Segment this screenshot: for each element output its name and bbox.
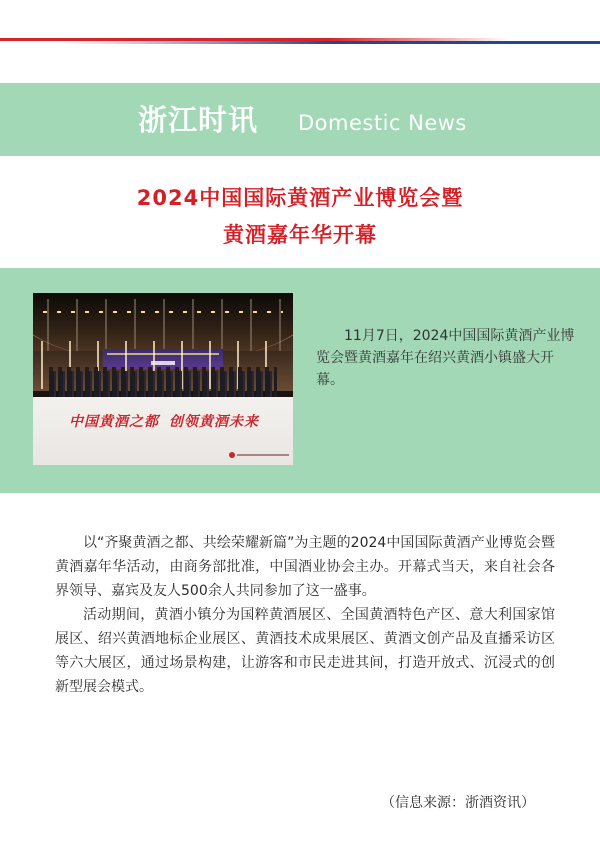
opening-ceremony-photo (33, 293, 293, 465)
section-title-cn: 浙江时讯 (138, 103, 259, 137)
logo-mark-icon (229, 452, 235, 458)
photo-caption (316, 325, 578, 391)
header-rule-blue (0, 41, 600, 44)
article-paragraph-1: 以“齐聚黄酒之都、共绘荣耀新篇”为主题的2024中国国际黄酒产业博览会暨黄酒嘉年华活动，由商务部批准，中国酒业协会主办。开幕式当天，来自社会各界领导、嘉宾及友人500余人共同参加了这一盛事。 (55, 535, 555, 599)
photo-slogan-right: 创领黄酒未来 (169, 414, 259, 430)
photo-caption-text: 11月7日，2024中国国际黄酒产业博览会暨黄酒嘉年在绍兴黄酒小镇盛大开幕。 (316, 328, 575, 388)
article-headline-line1: 2024中国国际黄酒产业博览会暨 (136, 186, 464, 210)
header-rule (0, 38, 600, 44)
photo-lights (43, 311, 283, 313)
logo-text-bar (237, 454, 289, 456)
section-title-en: Domestic News (298, 111, 467, 135)
article-source: （信息来源：浙酒资讯） (381, 795, 535, 811)
article-headline-line2: 黄酒嘉年华开幕 (223, 223, 377, 247)
photo-slogan-left: 中国黄酒之都 (69, 414, 159, 430)
photo-crowd (49, 371, 277, 399)
organizer-logo-icon (229, 451, 289, 459)
article-paragraph-2: 活动期间，黄酒小镇分为国粹黄酒展区、全国黄酒特色产区、意大利国家馆展区、绍兴黄酒地标企业展区、黄酒技术成果展区、黄酒文创产品及直播采访区等六大展区，通过场景构建，让游客和市民走进其间，打造开放式、沉浸式的创新型展会模式。 (55, 607, 555, 695)
article-body (55, 531, 555, 699)
